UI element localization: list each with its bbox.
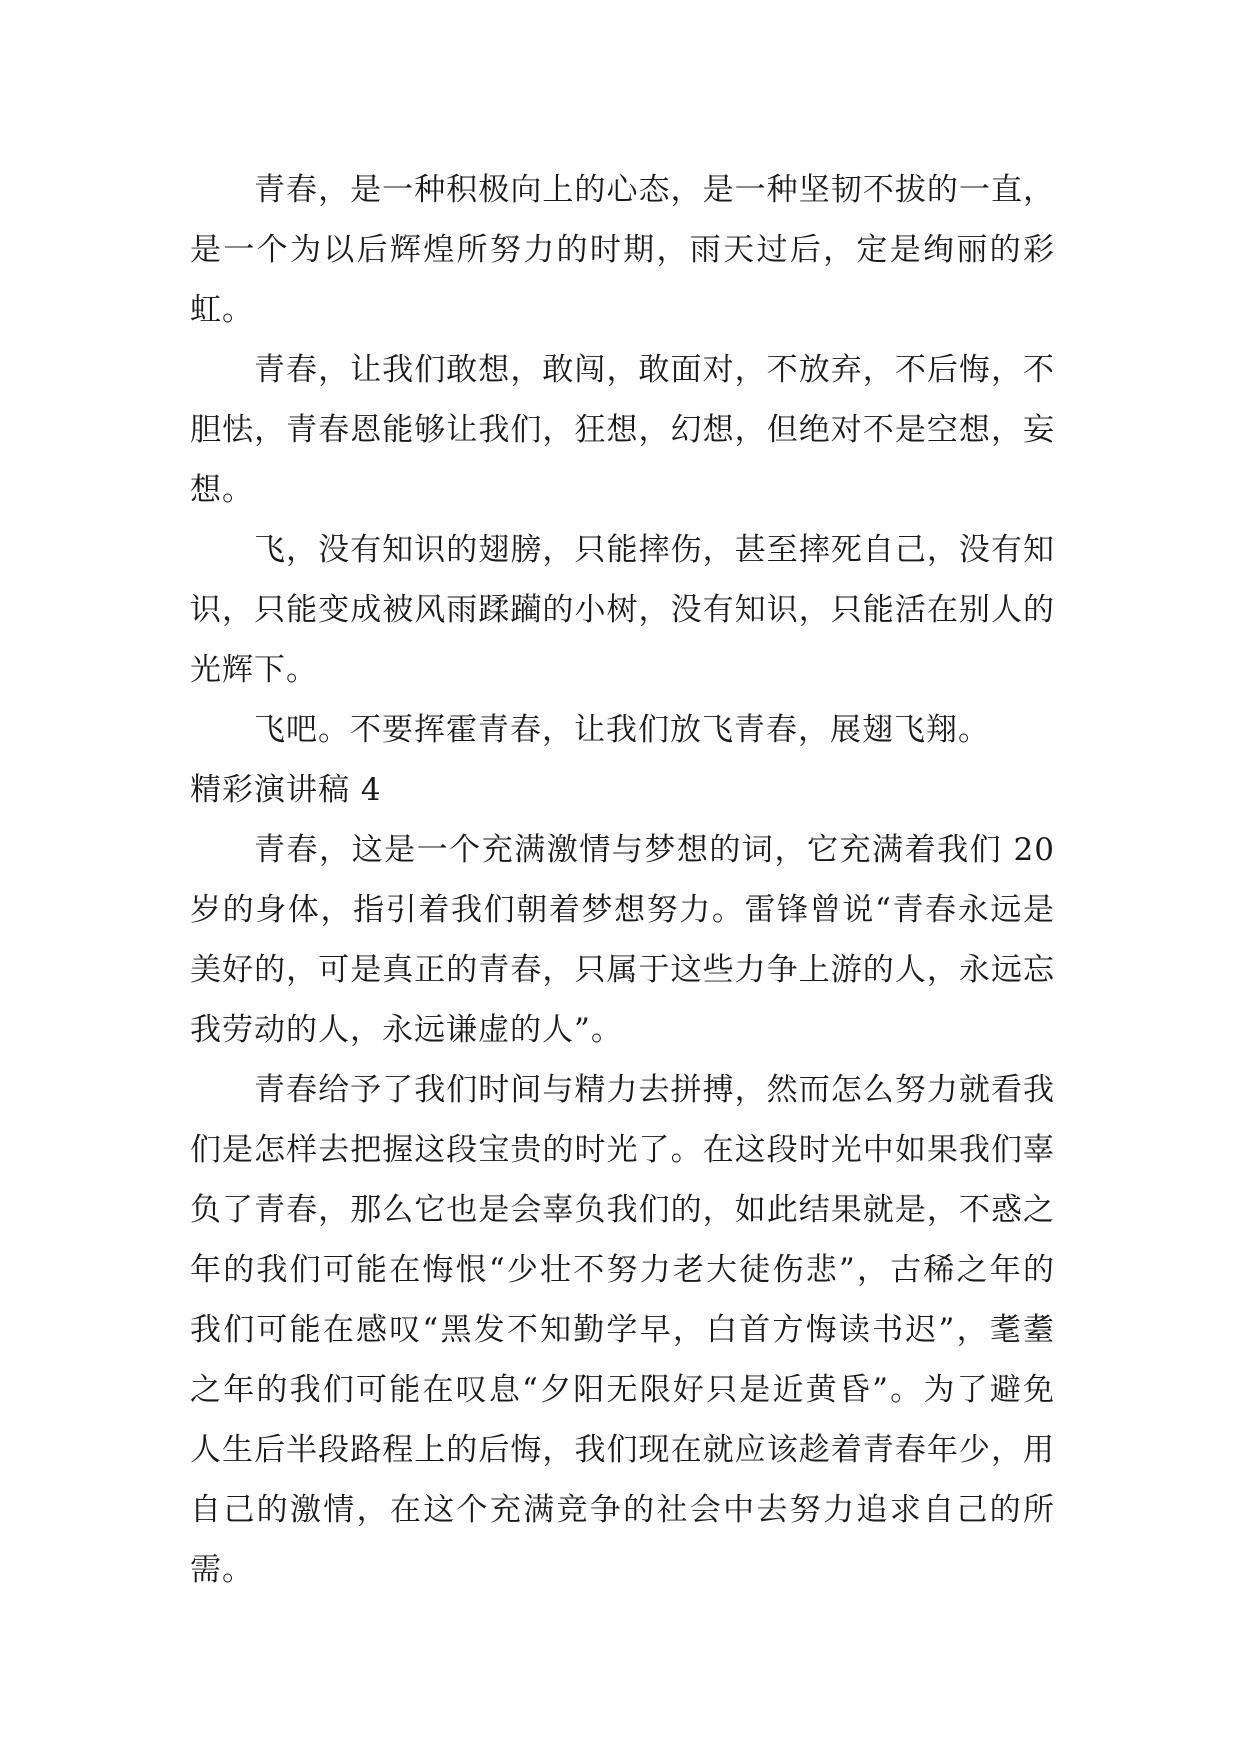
paragraph-fly: 飞吧。不要挥霍青春，让我们放飞青春，展翅飞翔。 [254,712,990,748]
paragraph-knowledge-wings: 飞，没有知识的翅膀，只能摔伤，甚至摔死自己，没有知识，只能变成被风雨蹂躏的小树，没有知识，只能活在别人的光辉下。 [190,532,1055,688]
paragraph-cherish-time: 青春给予了我们时间与精力去拼搏，然而怎么努力就看我们是怎样去把握这段宝贵的时光了。在这段时光中如果我们辜负了青春，那么它也是会辜负我们的，如此结果就是，不惑之年的我们可能在悔恨“少壮不努力老大徒伤悲”，古稀之年的我们可能在感叹“黑发不知勤学早，白首方悔读书迟”，耄耋之年的我们可能在叹息“夕阳无限好只是近黄昏”。为了避免人生后半段路程上的后悔，我们现在就应该趁着青春年少，用自己的激情，在这个充满竞争的社会中去努力追求自己的所需。 [190,1072,1055,1588]
paragraph-dare-to-think: 青春，让我们敢想，敢闯，敢面对，不放弃，不后悔，不胆怯，青春恩能够让我们，狂想，幻想，但绝对不是空想，妄想。 [190,352,1055,508]
paragraph-youth-attitude: 青春，是一种积极向上的心态，是一种坚韧不拔的一直，是一个为以后辉煌所努力的时期，雨天过后，定是绚丽的彩虹。 [190,172,1055,328]
document-body [190,160,1055,1600]
section-heading: 精彩演讲稿 4 [190,772,382,808]
paragraph-youth-passion: 青春，这是一个充满激情与梦想的词，它充满着我们 20 岁的身体，指引着我们朝着梦想努力。雷锋曾说“青春永远是美好的，可是真正的青春，只属于这些力争上游的人，永远忘我劳动的人，永远谦虚的人”。 [190,832,1055,1048]
